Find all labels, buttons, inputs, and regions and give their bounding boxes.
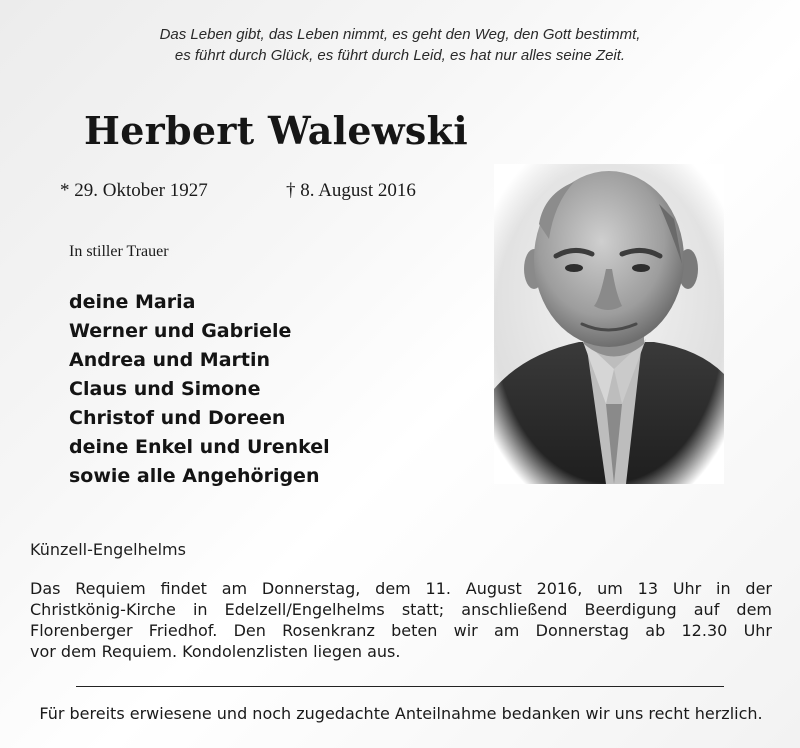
motto-line: es führt durch Glück, es führt durch Leid, es hat nur alles seine Zeit. — [174, 47, 626, 64]
family-member: Christof und Doreen — [69, 407, 286, 429]
family-member: Andrea und Martin — [69, 349, 271, 371]
mourning-intro: In stiller Trauer — [69, 243, 169, 260]
birth-date: * 29. Oktober 1927 — [60, 180, 208, 201]
service-line: Florenberger Friedhof. Den Rosenkranz beten wir am Donnerstag ab 12.30 Uhr — [30, 621, 772, 640]
family-list — [69, 288, 330, 491]
service-line: Christkönig-Kirche in Edelzell/Engelhelms statt; anschließend Beerdigung auf dem — [30, 600, 772, 619]
family-member: deine Enkel und Urenkel — [69, 436, 330, 458]
thanks-line: Für bereits erwiesene und noch zugedachte Anteilnahme bedanken wir uns recht herzlich. — [39, 704, 763, 723]
portrait-photo — [494, 164, 724, 484]
motto-line: Das Leben gibt, das Leben nimmt, es geht den Weg, den Gott bestimmt, — [159, 26, 641, 43]
place-name: Künzell-Engelhelms — [30, 540, 186, 559]
deceased-name: Herbert Walewski — [84, 108, 468, 153]
service-announcement — [30, 578, 772, 662]
divider-line — [76, 686, 724, 687]
family-member: Werner und Gabriele — [69, 320, 292, 342]
motto-verse — [0, 24, 800, 66]
service-line: vor dem Requiem. Kondolenzlisten liegen aus. — [30, 642, 401, 661]
death-date: † 8. August 2016 — [286, 180, 416, 201]
family-member: Claus und Simone — [69, 378, 261, 400]
family-member: deine Maria — [69, 291, 196, 313]
family-member: sowie alle Angehörigen — [69, 465, 320, 487]
service-line: Das Requiem findet am Donnerstag, dem 11. August 2016, um 13 Uhr in der — [30, 579, 772, 598]
portrait-illustration — [494, 164, 724, 484]
